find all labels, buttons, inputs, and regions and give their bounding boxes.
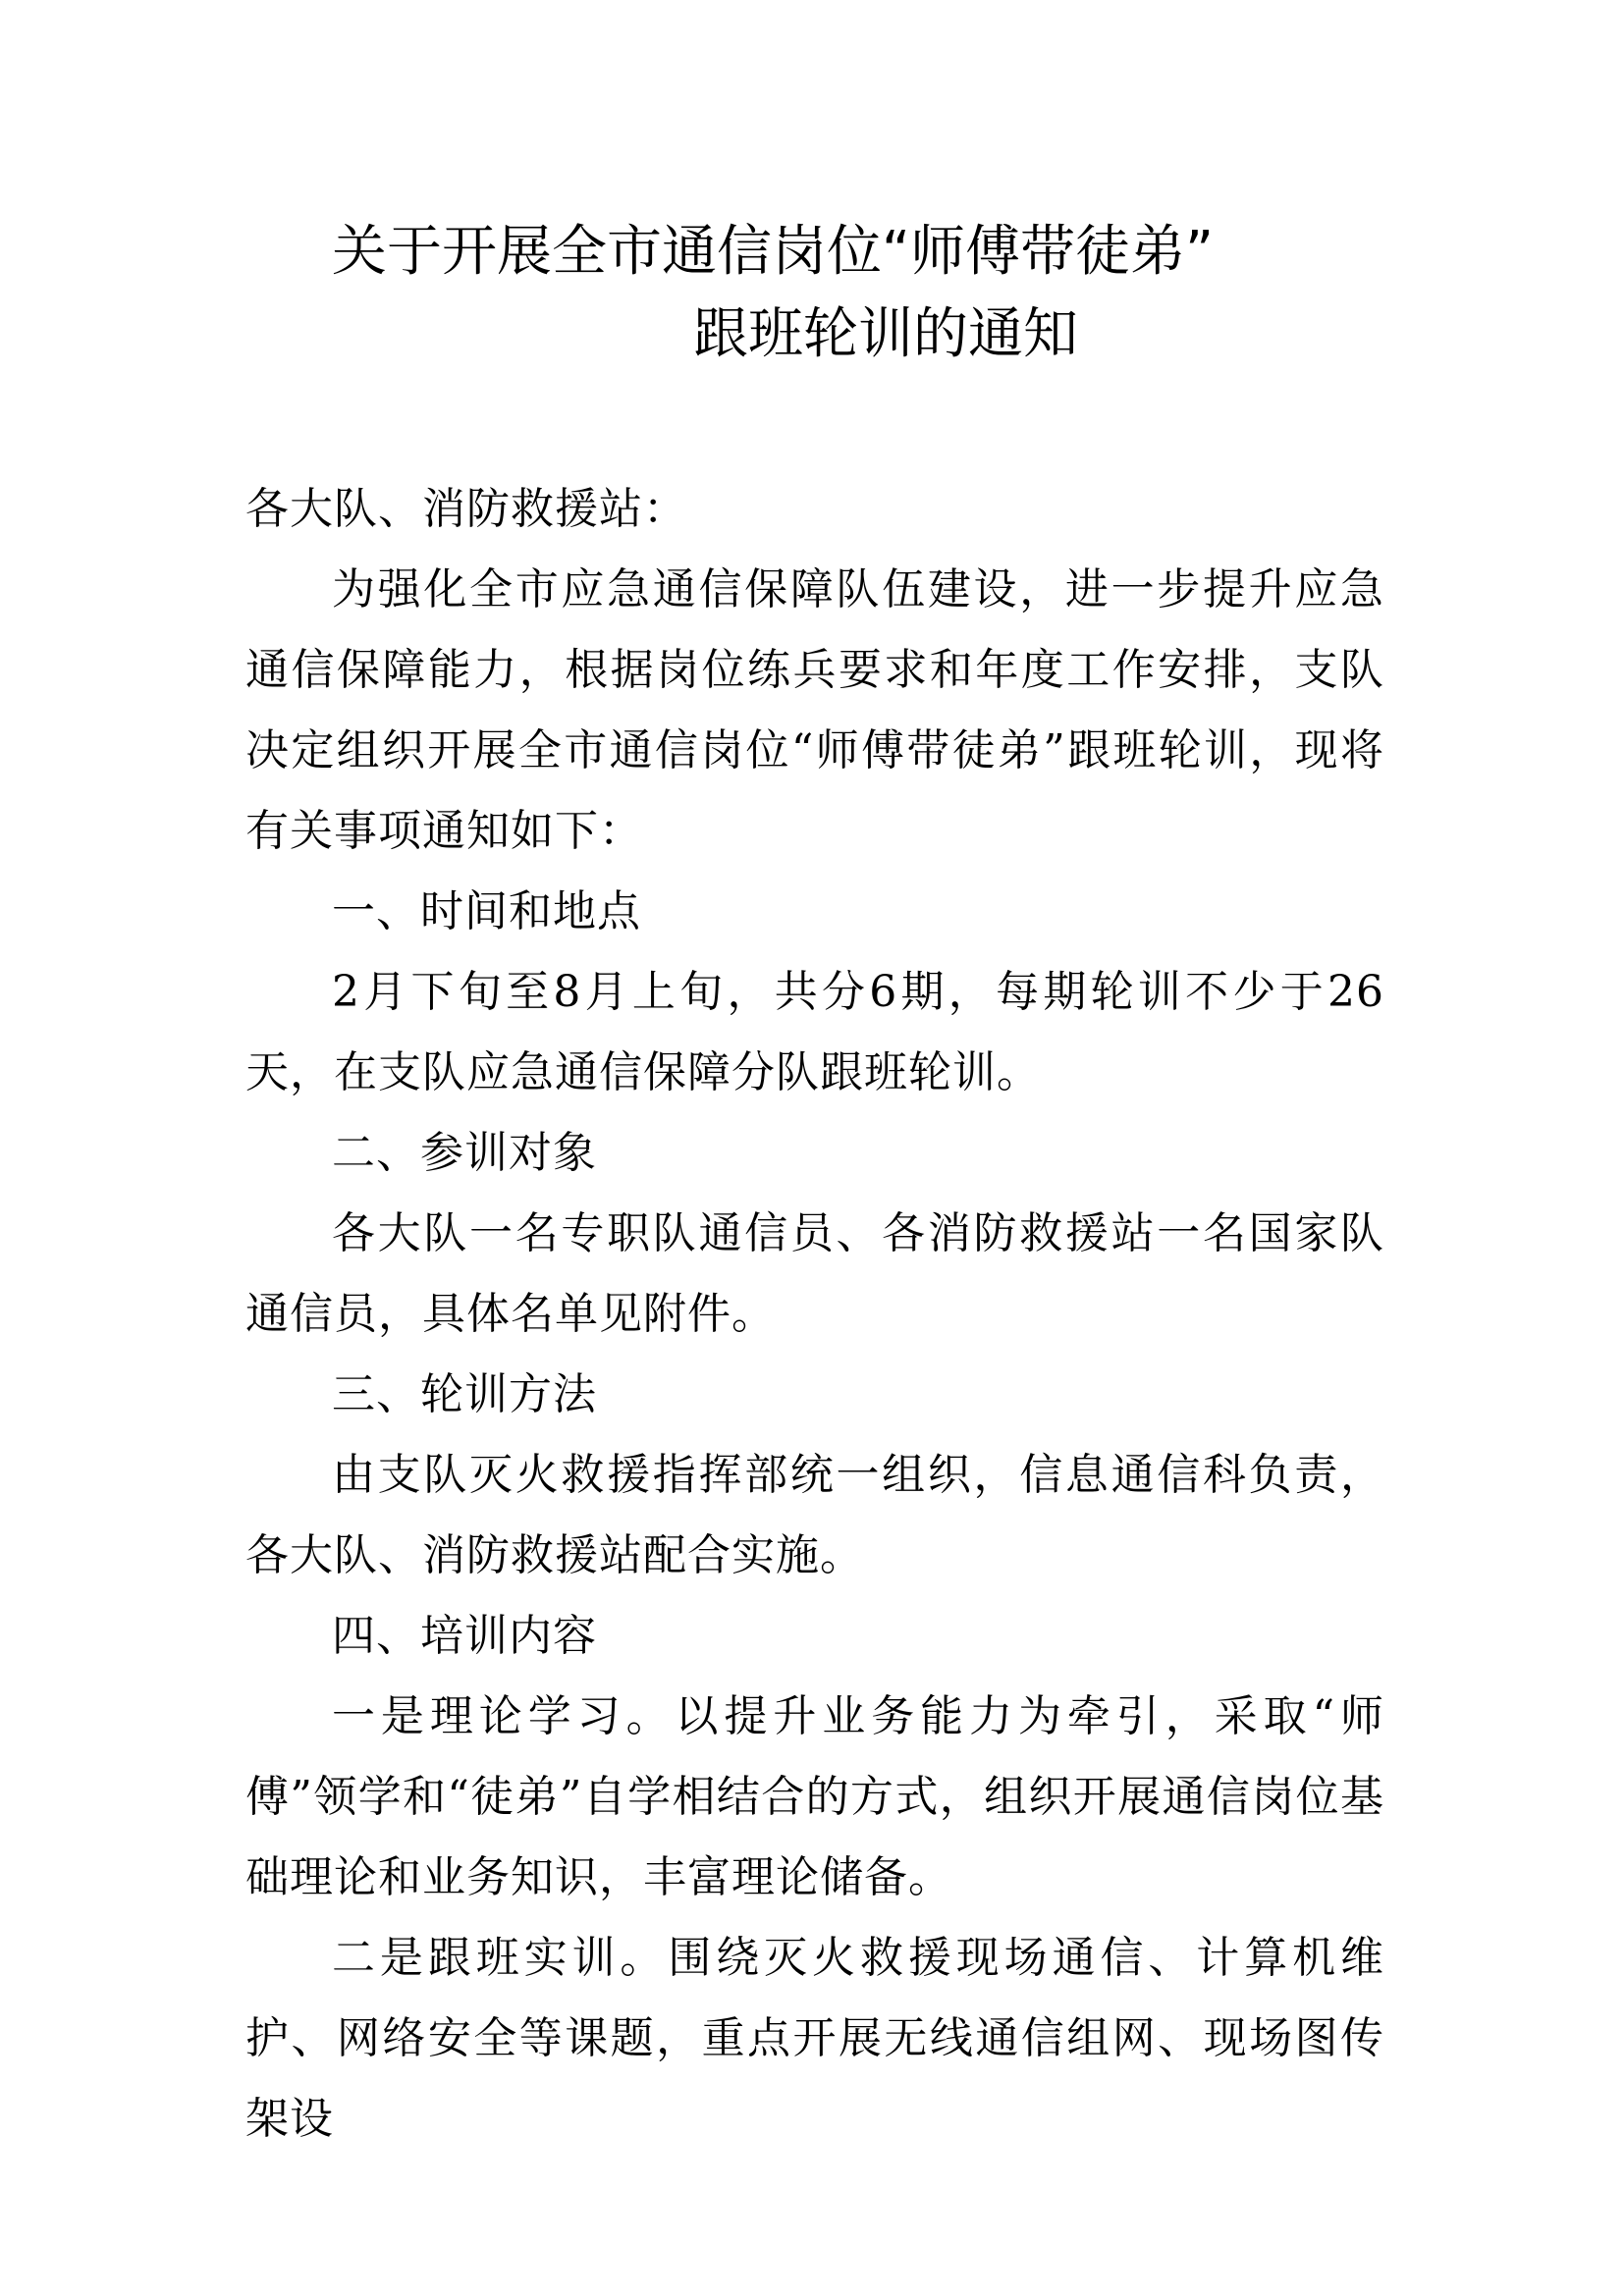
paragraph-theory-study: 一是理论学习。以提升业务能力为牵引，采取“师傅”领学和“徒弟”自学相结合的方式，组织开展通信岗位基础理论和业务知识，丰富理论储备。 [245,1691,1384,1902]
paragraph-time-place: 2月下旬至8月上旬，共分6期，每期轮训不少于26天，在支队应急通信保障分队跟班轮训。 [245,967,1384,1097]
salutation: 各大队、消防救援站： [245,484,687,534]
paragraph-method: 由支队灭火救援指挥部统一组织，信息通信科负责，各大队、消防救援站配合实施。 [245,1450,1384,1580]
section-heading-time-place: 一、时间和地点 [332,886,641,936]
document-title-line-1: 关于开展全市通信岗位“师傅带徒弟” [332,220,1215,284]
paragraph-practical-training: 二是跟班实训。围绕灭火救援现场通信、计算机维护、网络安全等课题，重点开展无线通信组网、现场图传架设 [245,1933,1384,2144]
section-heading-content: 四、培训内容 [332,1611,597,1661]
section-heading-participants: 二、参训对象 [332,1128,597,1178]
paragraph-intro: 为强化全市应急通信保障队伍建设，进一步提升应急通信保障能力，根据岗位练兵要求和年度工作安排，支队决定组织开展全市通信岗位“师傅带徒弟”跟班轮训，现将有关事项通知如下： [245,564,1384,856]
paragraph-participants: 各大队一名专职队通信员、各消防救援站一名国家队通信员，具体名单见附件。 [245,1208,1384,1339]
section-heading-method: 三、轮训方法 [332,1369,597,1419]
document-title-line-2: 跟班轮训的通知 [693,302,1078,366]
document-body [245,469,1384,2160]
